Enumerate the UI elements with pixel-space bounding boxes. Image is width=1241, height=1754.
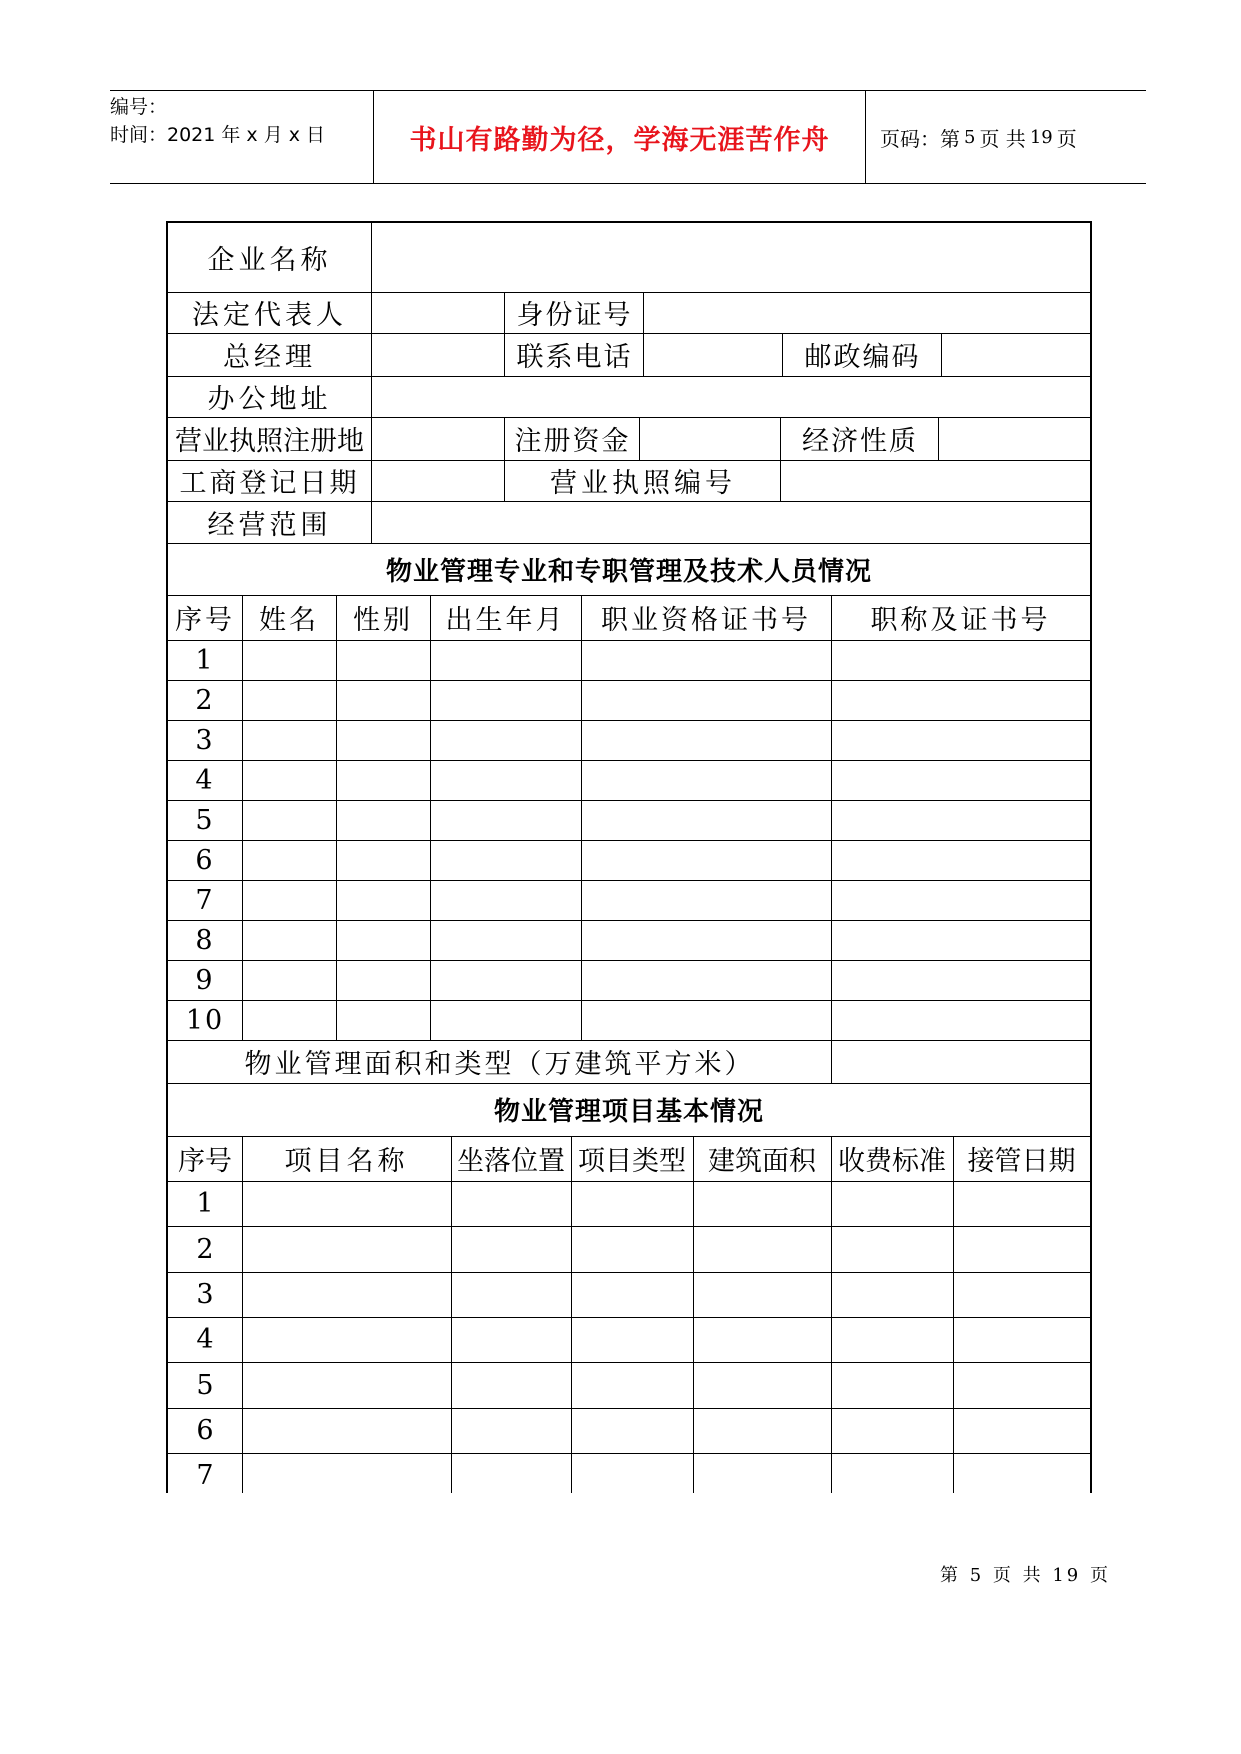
staff-cell[interactable] xyxy=(432,800,581,840)
col-divider xyxy=(693,1136,694,1493)
project-cell[interactable] xyxy=(833,1362,953,1408)
row-divider xyxy=(168,760,1090,761)
document-time: 时间：2021 年 x 月 x 日 xyxy=(110,124,326,146)
staff-row-number: 10 xyxy=(185,1004,225,1036)
economic-nature-field[interactable] xyxy=(940,417,1089,460)
staff-cell[interactable] xyxy=(338,720,430,760)
staff-row-number: 6 xyxy=(195,844,215,876)
staff-cell[interactable] xyxy=(833,760,1090,800)
col-divider xyxy=(780,417,781,501)
area-type-field[interactable] xyxy=(833,1040,1089,1083)
staff-cell[interactable] xyxy=(833,840,1090,880)
col-divider xyxy=(938,417,939,460)
col-divider xyxy=(782,333,783,376)
staff-cell[interactable] xyxy=(583,920,831,960)
project-cell[interactable] xyxy=(833,1317,953,1362)
page-current: 5 xyxy=(964,126,976,148)
general-manager-field[interactable] xyxy=(373,333,504,376)
registered-capital-field[interactable] xyxy=(641,417,780,460)
row-divider xyxy=(168,292,1090,293)
staff-cell[interactable] xyxy=(833,920,1090,960)
staff-header-cell: 序号 xyxy=(175,605,235,636)
staff-header-cell: 性别 xyxy=(353,605,413,636)
project-cell[interactable] xyxy=(833,1453,953,1498)
staff-header-cell: 姓名 xyxy=(259,605,319,636)
row-divider xyxy=(168,720,1090,721)
staff-row-number: 7 xyxy=(195,884,215,916)
project-cell[interactable] xyxy=(955,1317,1090,1362)
page-prefix: 页码：第 xyxy=(880,126,960,151)
page-footer: 第 5 页 共 19 页 xyxy=(940,1565,1111,1586)
staff-cell[interactable] xyxy=(833,960,1090,1000)
staff-cell[interactable] xyxy=(432,880,581,920)
staff-header-cell: 职称及证书号 xyxy=(870,605,1051,636)
registration-form xyxy=(166,221,1092,1493)
staff-cell[interactable] xyxy=(432,840,581,880)
staff-cell[interactable] xyxy=(833,800,1090,840)
project-header-cell: 序号 xyxy=(178,1146,232,1177)
row-divider xyxy=(168,1362,1090,1363)
project-cell[interactable] xyxy=(833,1226,953,1272)
col-divider xyxy=(451,1136,452,1493)
project-cell[interactable] xyxy=(955,1408,1090,1453)
row-divider xyxy=(168,960,1090,961)
row-divider xyxy=(168,1408,1090,1409)
row-divider xyxy=(168,1136,1090,1137)
staff-cell[interactable] xyxy=(432,920,581,960)
project-cell[interactable] xyxy=(244,1181,451,1226)
row-divider xyxy=(168,460,1090,461)
staff-row-number: 8 xyxy=(195,924,215,956)
staff-cell[interactable] xyxy=(244,1000,336,1040)
staff-cell[interactable] xyxy=(833,720,1090,760)
project-cell[interactable] xyxy=(244,1317,451,1362)
staff-cell[interactable] xyxy=(244,640,336,680)
project-cell[interactable] xyxy=(695,1272,831,1317)
document-number-label: 编号： xyxy=(110,96,168,118)
row-divider xyxy=(168,800,1090,801)
staff-cell[interactable] xyxy=(244,840,336,880)
label-legal-rep: 法定代表人 xyxy=(192,300,347,331)
staff-row-number: 2 xyxy=(195,684,215,716)
staff-row-number: 4 xyxy=(195,764,215,796)
row-divider xyxy=(168,1272,1090,1273)
col-divider xyxy=(504,292,505,376)
row-divider xyxy=(168,1317,1090,1318)
col-divider xyxy=(242,595,243,1040)
id-number-field[interactable] xyxy=(645,292,1089,333)
staff-cell[interactable] xyxy=(244,960,336,1000)
col-divider xyxy=(831,1136,832,1493)
project-row-number: 1 xyxy=(196,1188,214,1219)
staff-row-number: 1 xyxy=(195,644,215,676)
col-divider xyxy=(430,595,431,1040)
staff-cell[interactable] xyxy=(244,760,336,800)
project-cell[interactable] xyxy=(573,1453,693,1498)
project-cell[interactable] xyxy=(695,1453,831,1498)
project-header-cell: 建筑面积 xyxy=(708,1146,816,1177)
staff-cell[interactable] xyxy=(583,760,831,800)
project-cell[interactable] xyxy=(833,1408,953,1453)
staff-cell[interactable] xyxy=(338,680,430,720)
label-phone: 联系电话 xyxy=(516,342,633,373)
business-reg-date-field[interactable] xyxy=(373,460,504,501)
project-cell[interactable] xyxy=(695,1362,831,1408)
staff-row-number: 5 xyxy=(195,804,215,836)
project-row-number: 6 xyxy=(196,1415,214,1446)
col-divider xyxy=(953,1136,954,1493)
staff-cell[interactable] xyxy=(432,760,581,800)
project-cell[interactable] xyxy=(955,1181,1090,1226)
project-cell[interactable] xyxy=(573,1272,693,1317)
project-cell[interactable] xyxy=(453,1317,571,1362)
staff-cell[interactable] xyxy=(833,680,1090,720)
project-cell[interactable] xyxy=(453,1362,571,1408)
row-divider xyxy=(168,595,1090,596)
staff-cell[interactable] xyxy=(338,640,430,680)
col-divider xyxy=(371,223,372,543)
label-license-reg-place: 营业执照注册地 xyxy=(175,426,364,457)
col-divider xyxy=(336,595,337,1040)
row-divider xyxy=(168,840,1090,841)
project-cell[interactable] xyxy=(453,1408,571,1453)
staff-cell[interactable] xyxy=(244,720,336,760)
staff-cell[interactable] xyxy=(583,720,831,760)
page-suffix: 页 xyxy=(1056,126,1077,151)
row-divider xyxy=(168,680,1090,681)
project-header-cell: 项目类型 xyxy=(578,1146,686,1177)
label-office-address: 办公地址 xyxy=(207,384,332,415)
staff-cell[interactable] xyxy=(833,1000,1090,1040)
license-number-field[interactable] xyxy=(782,460,1089,501)
staff-section-title: 物业管理专业和专职管理及技术人员情况 xyxy=(385,556,872,587)
project-cell[interactable] xyxy=(244,1362,451,1408)
project-cell[interactable] xyxy=(955,1362,1090,1408)
col-divider xyxy=(242,1136,243,1493)
row-divider xyxy=(168,920,1090,921)
staff-cell[interactable] xyxy=(432,1000,581,1040)
project-row-number: 2 xyxy=(196,1233,214,1265)
project-cell[interactable] xyxy=(573,1317,693,1362)
project-cell[interactable] xyxy=(833,1181,953,1226)
row-divider xyxy=(168,640,1090,641)
staff-cell[interactable] xyxy=(244,880,336,920)
project-cell[interactable] xyxy=(453,1181,571,1226)
project-cell[interactable] xyxy=(573,1226,693,1272)
staff-cell[interactable] xyxy=(583,640,831,680)
project-cell[interactable] xyxy=(244,1226,451,1272)
row-divider xyxy=(168,333,1090,334)
project-cell[interactable] xyxy=(573,1181,693,1226)
postcode-field[interactable] xyxy=(943,333,1089,376)
project-cell[interactable] xyxy=(244,1453,451,1498)
staff-cell[interactable] xyxy=(583,960,831,1000)
header-motto: 书山有路勤为径，学海无涯苦作舟 xyxy=(374,91,866,183)
legal-rep-field[interactable] xyxy=(373,292,504,333)
staff-cell[interactable] xyxy=(338,920,430,960)
project-cell[interactable] xyxy=(573,1362,693,1408)
col-divider xyxy=(371,501,372,543)
row-divider xyxy=(168,1040,1090,1041)
row-divider xyxy=(168,1000,1090,1001)
project-header-cell: 坐落位置 xyxy=(457,1146,565,1177)
project-cell[interactable] xyxy=(955,1226,1090,1272)
label-postcode: 邮政编码 xyxy=(804,342,921,373)
row-divider xyxy=(168,543,1090,544)
staff-cell[interactable] xyxy=(338,960,430,1000)
staff-cell[interactable] xyxy=(583,880,831,920)
staff-cell[interactable] xyxy=(432,680,581,720)
col-divider xyxy=(941,333,942,376)
project-row-number: 5 xyxy=(196,1369,214,1401)
col-divider xyxy=(831,595,832,1040)
project-cell[interactable] xyxy=(695,1181,831,1226)
staff-cell[interactable] xyxy=(244,920,336,960)
staff-cell[interactable] xyxy=(244,800,336,840)
project-row-number: 3 xyxy=(196,1279,214,1310)
row-divider xyxy=(168,1226,1090,1227)
project-cell[interactable] xyxy=(453,1272,571,1317)
project-cell[interactable] xyxy=(453,1226,571,1272)
office-address-field[interactable] xyxy=(373,376,1089,417)
staff-cell[interactable] xyxy=(583,840,831,880)
col-divider xyxy=(581,595,582,1040)
project-header-cell: 接管日期 xyxy=(967,1146,1076,1177)
project-row-number: 7 xyxy=(196,1460,214,1491)
staff-header-cell: 职业资格证书号 xyxy=(601,605,811,636)
label-business-scope: 经营范围 xyxy=(207,509,332,541)
staff-row-number: 3 xyxy=(195,724,215,756)
header-page-counter xyxy=(866,91,1146,183)
page-mid: 页 共 xyxy=(979,126,1026,151)
project-cell[interactable] xyxy=(244,1272,451,1317)
staff-cell[interactable] xyxy=(583,1000,831,1040)
label-general-manager: 总经理 xyxy=(223,342,316,373)
staff-cell[interactable] xyxy=(338,880,430,920)
staff-cell[interactable] xyxy=(338,1000,430,1040)
row-divider xyxy=(168,417,1090,418)
row-divider xyxy=(168,1453,1090,1454)
staff-row-number: 9 xyxy=(195,964,215,996)
project-cell[interactable] xyxy=(833,1272,953,1317)
header-meta xyxy=(110,91,374,183)
page-header xyxy=(110,90,1146,184)
project-cell[interactable] xyxy=(453,1453,571,1498)
row-divider xyxy=(168,501,1090,502)
staff-cell[interactable] xyxy=(338,840,430,880)
label-economic-nature: 经济性质 xyxy=(802,426,918,457)
staff-cell[interactable] xyxy=(583,680,831,720)
col-divider xyxy=(504,417,505,501)
staff-cell[interactable] xyxy=(583,800,831,840)
project-cell[interactable] xyxy=(955,1272,1090,1317)
label-registered-capital: 注册资金 xyxy=(514,426,631,457)
staff-header-cell: 出生年月 xyxy=(445,605,566,636)
staff-cell[interactable] xyxy=(338,800,430,840)
page-total: 19 xyxy=(1029,126,1053,148)
project-cell[interactable] xyxy=(244,1408,451,1453)
business-scope-field[interactable] xyxy=(373,501,1089,543)
license-reg-place-field[interactable] xyxy=(373,417,504,460)
project-header-cell: 项目名称 xyxy=(284,1146,409,1177)
project-cell[interactable] xyxy=(955,1453,1090,1498)
col-divider xyxy=(643,292,644,376)
project-cell[interactable] xyxy=(573,1408,693,1453)
row-divider xyxy=(168,376,1090,377)
project-cell[interactable] xyxy=(695,1226,831,1272)
col-divider xyxy=(639,417,640,460)
row-divider xyxy=(168,1181,1090,1182)
label-license-number: 营业执照编号 xyxy=(550,468,736,499)
company-name-field[interactable] xyxy=(373,223,1089,292)
project-cell[interactable] xyxy=(695,1317,831,1362)
staff-cell[interactable] xyxy=(432,720,581,760)
col-divider xyxy=(571,1136,572,1493)
staff-cell[interactable] xyxy=(833,640,1090,680)
phone-field[interactable] xyxy=(645,333,782,376)
label-company-name: 企业名称 xyxy=(207,245,332,276)
staff-cell[interactable] xyxy=(432,960,581,1000)
project-cell[interactable] xyxy=(695,1408,831,1453)
staff-cell[interactable] xyxy=(244,680,336,720)
staff-cell[interactable] xyxy=(432,640,581,680)
project-header-cell: 收费标准 xyxy=(838,1146,946,1177)
row-divider xyxy=(168,880,1090,881)
label-id-number: 身份证号 xyxy=(516,300,633,331)
label-area-type: 物业管理面积和类型（万建筑平方米） xyxy=(244,1049,755,1080)
row-divider xyxy=(168,1083,1090,1084)
label-business-reg-date: 工商登记日期 xyxy=(179,468,360,499)
projects-section-title: 物业管理项目基本情况 xyxy=(493,1097,764,1127)
project-row-number: 4 xyxy=(196,1324,214,1355)
staff-cell[interactable] xyxy=(833,880,1090,920)
staff-cell[interactable] xyxy=(338,760,430,800)
col-divider xyxy=(831,1040,832,1083)
